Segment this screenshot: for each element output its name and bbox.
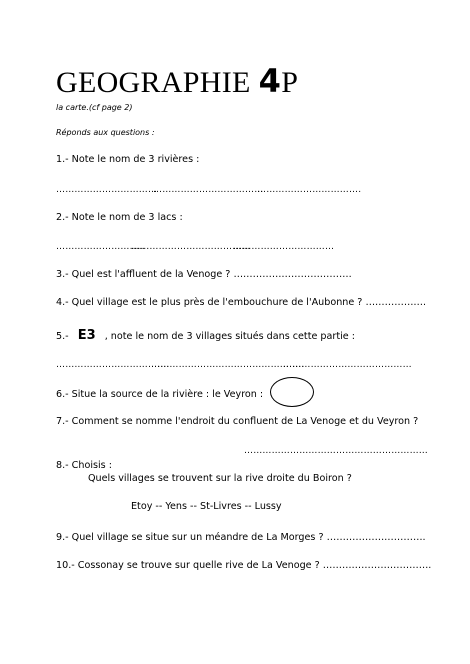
question-number: 5.- — [56, 331, 69, 342]
answer-blank: …………………………… — [56, 185, 158, 195]
question-1: 1.- Note le nom de 3 rivières : — [56, 154, 200, 165]
answer-blank: …………………………… — [233, 242, 335, 252]
answer-blank: ……………………….. — [56, 242, 145, 252]
question-6: 6.- Situe la source de la rivière : le Veyron : — [56, 389, 264, 400]
question-4: 4.- Quel village est le plus près de l'embouchure de l'Aubonne ? ………………. — [56, 297, 427, 308]
title-grade: 4 — [258, 62, 282, 100]
answer-blank: ……………………………. — [257, 185, 362, 195]
answer-oval — [270, 377, 314, 407]
answer-blank: ………………………………………….. — [151, 360, 305, 370]
question-2: 2.- Note le nom de 3 lacs : — [56, 212, 183, 223]
question-9: 9.- Quel village se situe sur un méandre de La Morges ? …………………………. — [56, 532, 426, 543]
page-title — [56, 62, 298, 100]
title-suffix: P — [281, 66, 299, 99]
answer-blank: …………………………………… — [283, 360, 412, 370]
village-choices: Etoy -- Yens -- St-Livres -- Lussy — [131, 501, 282, 512]
question-5 — [56, 328, 355, 343]
question-3: 3.- Quel est l'affluent de la Venoge ? ………………………………. — [56, 269, 352, 280]
question-8: 8.- Choisis : — [56, 460, 112, 471]
answer-blank: ………………………………. — [56, 360, 170, 370]
question-7: 7.- Comment se nomme l'endroit du confluent de La Venoge et du Veyron ? — [56, 416, 419, 427]
map-reference: la carte.(cf page 2) — [56, 103, 133, 112]
answer-blank: …………………………………………………… — [244, 446, 428, 456]
question-10: 10.- Cossonay se trouve sur quelle rive de La Venoge ? ……………………………. — [56, 560, 432, 571]
instruction: Réponds aux questions : — [56, 128, 155, 137]
answer-blank: ………………………………… — [131, 242, 251, 252]
question-text: , note le nom de 3 villages situés dans cette partie : — [104, 331, 355, 342]
question-8-sub: Quels villages se trouvent sur la rive droite du Boiron ? — [88, 473, 352, 484]
map-zone-code: E3 — [77, 328, 96, 343]
answer-blank: ……………………………… — [153, 185, 264, 195]
title-text: GEOGRAPHIE — [56, 66, 251, 99]
